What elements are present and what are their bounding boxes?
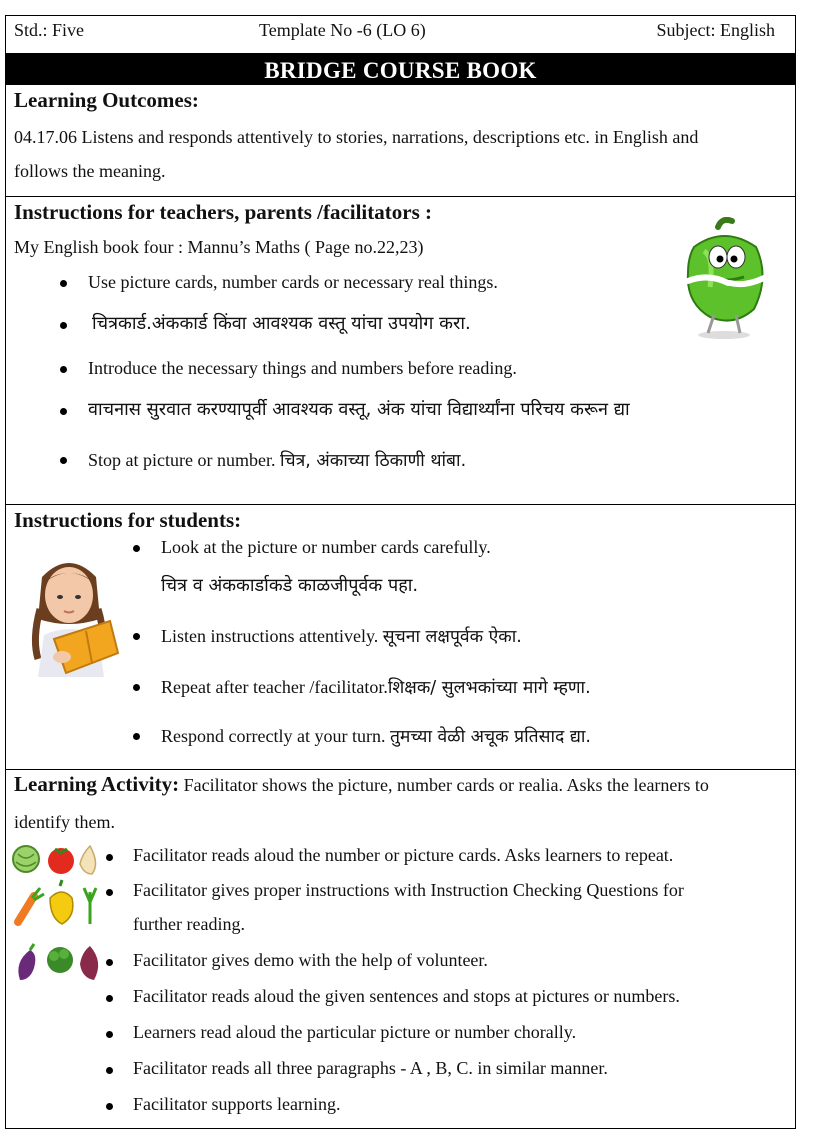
bullet-icon: [133, 684, 140, 691]
teacher-item-5-english: Stop at picture or number.: [88, 450, 280, 470]
teacher-item-5: [88, 448, 466, 472]
teacher-item-2: चित्रकार्ड.अंककार्ड किंवा आवश्यक वस्तू यांचा उपयोग करा.: [92, 313, 471, 334]
activity-intro-line-1: [14, 772, 709, 797]
bullet-icon: [106, 1031, 113, 1038]
bullet-icon: [106, 1103, 113, 1110]
student-item-3-marathi: शिक्षक/ सुलभकांच्या मागे म्हणा.: [387, 678, 591, 698]
activity-item-4: Facilitator reads aloud the given sentences and stops at pictures or numbers.: [133, 986, 680, 1006]
bullet-icon: [106, 959, 113, 966]
bullet-icon: [60, 457, 67, 464]
learning-outcome-line-2: follows the meaning.: [14, 161, 166, 181]
template-label: Template No -6 (LO 6): [259, 20, 426, 40]
standard-label: Std.: Five: [14, 20, 85, 40]
student-item-1-marathi: चित्र व अंककार्डाकडे काळजीपूर्वक पहा.: [161, 575, 419, 596]
student-item-2-marathi: सूचना लक्षपूर्वक ऐका.: [382, 627, 522, 647]
bullet-icon: [133, 733, 140, 740]
header-row: [6, 16, 795, 54]
activity-item-5: Learners read aloud the particular picture or number chorally.: [133, 1022, 577, 1042]
student-item-4-marathi: तुमच्या वेळी अचूक प्रतिसाद द्या.: [389, 727, 591, 747]
bullet-icon: [133, 545, 140, 552]
activity-item-1: Facilitator reads aloud the number or picture cards. Asks learners to repeat.: [133, 845, 674, 865]
learning-outcomes-section: [6, 85, 795, 196]
bullet-icon: [106, 889, 113, 896]
student-item-2: [161, 624, 522, 648]
teacher-item-3: Introduce the necessary things and numbers before reading.: [88, 358, 517, 378]
student-item-1: Look at the picture or number cards carefully.: [161, 537, 491, 557]
student-instructions-section: [6, 504, 795, 769]
bullet-icon: [133, 633, 140, 640]
teacher-item-5-marathi: चित्र, अंकाच्या ठिकाणी थांबा.: [279, 451, 467, 471]
activity-item-6: Facilitator reads all three paragraphs - A , B, C. in similar manner.: [133, 1058, 608, 1078]
activity-item-7: Facilitator supports learning.: [133, 1094, 341, 1114]
subject-label: Subject: English: [656, 20, 775, 40]
student-item-3-english: Repeat after teacher /facilitator.: [161, 677, 388, 697]
teacher-instructions-section: [6, 196, 795, 504]
learning-outcomes-heading: Learning Outcomes:: [14, 88, 199, 112]
green-pepper-mascot-icon: [674, 217, 778, 345]
learning-activity-section: [6, 769, 795, 1131]
bullet-icon: [60, 366, 67, 373]
girl-reading-book-icon: [14, 549, 124, 679]
activity-item-2: Facilitator gives proper instructions with Instruction Checking Questions for: [133, 880, 684, 900]
teacher-item-1: Use picture cards, number cards or necessary real things.: [88, 272, 498, 292]
bullet-icon: [60, 322, 67, 329]
vegetables-icon: [10, 842, 104, 988]
student-item-4: [161, 724, 591, 748]
student-item-3: [161, 675, 591, 699]
learning-outcome-line-1: 04.17.06 Listens and responds attentively to stories, narrations, descriptions etc. in English and: [14, 127, 699, 147]
teacher-item-4: वाचनास सुरवात करण्यापूर्वी आवश्यक वस्तू, अंक यांचा विद्यार्थ्यांना परिचय करून द्या: [88, 399, 630, 420]
bullet-icon: [106, 854, 113, 861]
activity-item-2-continued: further reading.: [133, 914, 245, 934]
activity-item-3: Facilitator gives demo with the help of volunteer.: [133, 950, 488, 970]
activity-intro-line-2: identify them.: [14, 812, 115, 832]
activity-intro-text: Facilitator shows the picture, number cards or realia. Asks the learners to: [179, 775, 709, 795]
bullet-icon: [106, 1067, 113, 1074]
bullet-icon: [60, 280, 67, 287]
document-sheet: [5, 15, 796, 1129]
teacher-instructions-heading: Instructions for teachers, parents /facilitators :: [14, 200, 432, 224]
student-item-2-english: Listen instructions attentively.: [161, 626, 383, 646]
book-reference: My English book four : Mannu’s Maths ( Page no.22,23): [14, 237, 424, 257]
bullet-icon: [60, 408, 67, 415]
bullet-icon: [106, 995, 113, 1002]
student-instructions-heading: Instructions for students:: [14, 508, 242, 532]
learning-activity-heading: Learning Activity:: [14, 772, 180, 796]
student-item-4-english: Respond correctly at your turn.: [161, 726, 390, 746]
banner-title: BRIDGE COURSE BOOK: [6, 54, 795, 85]
